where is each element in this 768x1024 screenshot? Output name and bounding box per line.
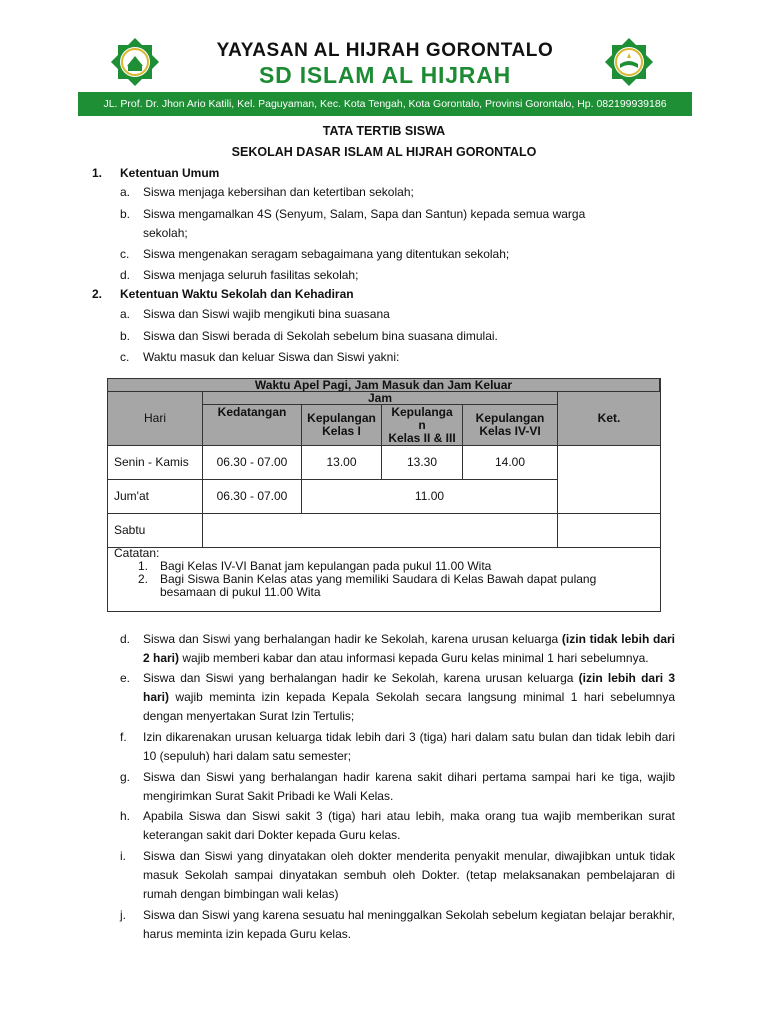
note-text: Bagi Kelas IV-VI Banat jam kepulangan pada pukul 11.00 Wita (160, 559, 492, 573)
header-jam: Jam (203, 392, 558, 405)
item-text: Siswa dan Siswi yang karena sesuatu hal meninggalkan Sekolah sebelum kegiatan belajar berakhir, harus meminta izin kepada Guru kelas. (143, 908, 675, 941)
list-item (120, 183, 675, 202)
item-letter: a. (120, 307, 131, 321)
list-item (120, 305, 675, 324)
item-text: Siswa mengamalkan 4S (Senyum, Salam, Sapa dan Santun) kepada semua warga sekolah; (143, 207, 586, 240)
item-letter: j. (120, 908, 126, 922)
item-letter: e. (120, 671, 131, 685)
note-text: Bagi Siswa Banin Kelas atas yang memiliki Saudara di Kelas Bawah dapat pulang besamaan di pukul 11.00 Wita (160, 572, 597, 599)
schedule-table (107, 378, 661, 612)
note-number: 1. (138, 559, 149, 573)
item-letter: b. (120, 329, 131, 343)
cell-empty (203, 514, 558, 548)
item-letter: c. (120, 350, 130, 364)
school-logo-right-icon (600, 36, 658, 88)
item-letter: i. (120, 849, 126, 863)
list-item (120, 327, 675, 346)
item-text-part: Siswa dan Siswi yang berhalangan hadir ke Sekolah, karena urusan keluarga (143, 671, 579, 685)
item-letter: b. (120, 207, 131, 221)
cell-ket (558, 514, 660, 548)
list-item (120, 768, 675, 806)
section-2-heading (92, 287, 354, 301)
item-letter: c. (120, 247, 130, 261)
list-item (120, 205, 590, 243)
header-ket: Ket. (558, 392, 660, 446)
table-caption: Waktu Apel Pagi, Jam Masuk dan Jam Keluar (108, 379, 660, 392)
list-item (120, 630, 675, 668)
list-item (120, 266, 675, 285)
item-text: Izin dikarenakan urusan keluarga tidak lebih dari 3 (tiga) hari dalam satu bulan dan tidak lebih dari 10 (sepuluh) hari dalam satu semester; (143, 730, 675, 763)
note-number: 2. (138, 572, 149, 586)
list-item (120, 847, 675, 904)
item-text: Siswa dan Siswi berada di Sekolah sebelum bina suasana dimulai. (143, 329, 498, 343)
list-item (120, 348, 675, 367)
header-text: Kelas IV-VI (479, 424, 541, 438)
header-kedatangan: Kedatangan (203, 405, 302, 446)
header-text: n (418, 417, 426, 432)
item-text (143, 669, 675, 726)
note-item (138, 573, 628, 599)
cell-kepulangan-kelas-1: 13.00 (302, 446, 382, 480)
item-text-emphasis: (izin tidak lebih dari 2 hari) (143, 632, 676, 665)
cell-kedatangan: 06.30 - 07.00 (203, 446, 302, 480)
item-text: Siswa dan Siswi yang dinyatakan oleh dokter menderita penyakit menular, diwajibkan untuk tidak masuk Sekolah sampai dinyatakan sembuh oleh Dokter. (tetap melaksanakan pembelajaran di rumah dengan bimbingan wali kelas) (143, 849, 675, 901)
item-text: Siswa dan Siswi yang berhalangan hadir karena sakit dihari pertama sampai hari ke tiga, wajib mengirimkan Surat Sakit Pribadi ke Wali Kelas. (143, 770, 675, 803)
item-text: Siswa menjaga seluruh fasilitas sekolah; (143, 268, 359, 282)
item-letter: d. (120, 268, 131, 282)
header-text: Kepulanga (391, 404, 453, 419)
letterhead (78, 34, 692, 118)
cell-kepulangan-kelas-2-3: 13.30 (382, 446, 463, 480)
header-text: Kelas I (322, 424, 361, 438)
item-text: Siswa mengenakan seragam sebagaimana yang ditentukan sekolah; (143, 247, 510, 261)
header-text: Kepulangan (307, 411, 376, 425)
section-number: 1. (92, 166, 103, 180)
school-name: SD ISLAM AL HIJRAH (258, 62, 512, 88)
cell-kepulangan: 11.00 (302, 480, 558, 514)
item-text: Apabila Siswa dan Siswi sakit 3 (tiga) hari atau lebih, maka orang tua wajib memberikan surat keterangan sakit dari Dokter kepada Guru kelas. (143, 809, 675, 842)
section-title: Ketentuan Waktu Sekolah dan Kehadiran (120, 287, 354, 301)
item-letter: a. (120, 185, 131, 199)
cell-kedatangan: 06.30 - 07.00 (203, 480, 302, 514)
header-text: Kepulangan (475, 411, 545, 425)
document-subtitle: SEKOLAH DASAR ISLAM AL HIJRAH GORONTALO (231, 145, 537, 159)
list-item (120, 728, 675, 766)
item-letter: h. (120, 809, 131, 823)
item-letter: d. (120, 632, 131, 646)
item-text: Siswa menjaga kebersihan dan ketertiban sekolah; (143, 185, 414, 199)
item-text-part: wajib memberi kabar dan atau informasi kepada Guru kelas minimal 1 hari sebelumnya. (179, 651, 649, 665)
header-hari: Hari (108, 392, 203, 446)
cell-kepulangan-kelas-4-6: 14.00 (463, 446, 558, 480)
cell-ket (558, 446, 660, 514)
header-kepulangan-kelas-4-6 (463, 405, 558, 446)
header-text: Kelas II & III (388, 430, 456, 445)
document-title: TATA TERTIB SISWA (322, 124, 446, 138)
item-letter: f. (120, 730, 127, 744)
header-kepulangan-kelas-1 (302, 405, 382, 446)
list-item (120, 807, 675, 845)
header-kepulangan-kelas-2-3 (382, 405, 463, 446)
item-text-emphasis: (izin lebih dari 3 hari) (143, 671, 675, 704)
item-letter: g. (120, 770, 131, 784)
address-bar: JL. Prof. Dr. Jhon Ario Katili, Kel. Paguyaman, Kec. Kota Tengah, Kota Gorontalo, Provinsi Gorontalo, Hp. 082199939186 (78, 92, 692, 116)
item-text: Waktu masuk dan keluar Siswa dan Siswi yakni: (143, 350, 400, 364)
list-item (120, 669, 675, 726)
cell-hari: Jum'at (108, 480, 203, 514)
letterhead-top (78, 34, 692, 90)
section-title: Ketentuan Umum (120, 166, 220, 180)
section-1-heading (92, 166, 219, 180)
table-notes (108, 547, 660, 611)
section-number: 2. (92, 287, 103, 301)
item-text (143, 630, 675, 668)
org-name: YAYASAN AL HIJRAH GORONTALO (216, 40, 554, 61)
item-text: Siswa dan Siswi wajib mengikuti bina suasana (143, 307, 390, 321)
list-item (120, 906, 675, 944)
item-text-part: wajib meminta izin kepada Kepala Sekolah secara langsung minimal 1 hari sebelumnya dengan menyertakan Surat Izin Tertulis; (143, 690, 675, 723)
item-text-part: Siswa dan Siswi yang berhalangan hadir ke Sekolah, karena urusan keluarga (143, 632, 562, 646)
cell-hari: Senin - Kamis (108, 446, 203, 480)
list-item (120, 245, 675, 264)
cell-hari: Sabtu (108, 514, 203, 548)
notes-caption: Catatan: (114, 546, 160, 560)
